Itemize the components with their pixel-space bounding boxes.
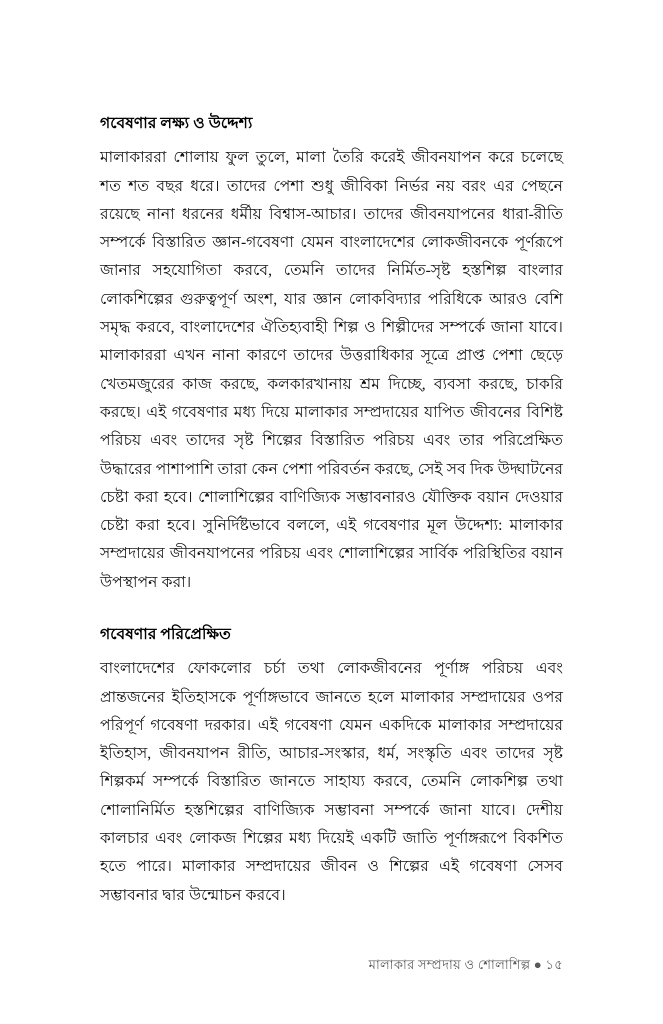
section-heading-research-context: গবেষণার পরিপ্রেক্ষিত [100, 626, 231, 643]
page-content [100, 112, 568, 910]
section-research-aims [100, 112, 568, 597]
section-body-research-context: বাংলাদেশের ফোকলোর চর্চা তথা লোকজীবনের পূর্ণাঙ্গ পরিচয় এবং প্রান্তজনের ইতিহাসকে পূর্ণাঙ্গভাবে জানতে হলে মালাকার সম্প্রদায়ের ওপর পরিপূর্ণ গবেষণা দরকার। এই গবেষণা যেমন একদিকে মালাকার সম্প্রদায়ের ইতিহাস, জীবনযাপন রীতি, আচার-সংস্কার, ধর্ম, সংস্কৃতি এবং তাদের সৃষ্ট শিল্পকর্ম সম্পর্কে বিস্তারিত জানতে সাহায্য করবে, তেমনি লোকশিল্প তথা শোলানির্মিত হস্তশিল্পের বাণিজ্যিক সম্ভাবনা সম্পর্কে জানা যাবে। দেশীয় কালচার এবং লোকজ শিল্পের মধ্য দিয়েই একটি জাতি পূর্ণাঙ্গরূপে বিকশিত হতে পারে। মালাকার সম্প্রদায়ের জীবন ও শিল্পের এই গবেষণা সেসব সম্ভাবনার দ্বার উন্মোচন করবে। [100, 660, 568, 904]
page-footer [100, 938, 563, 993]
footer-running-title-and-page-number: মালাকার সম্প্রদায় ও শোলাশিল্প ● ১৫ [368, 957, 563, 973]
section-heading-research-aims: গবেষণার লক্ষ্য ও উদ্দেশ্য [100, 115, 253, 132]
section-research-context [100, 623, 568, 910]
section-body-research-aims: মালাকাররা শোলায় ফুল তুলে, মালা তৈরি করেই জীবনযাপন করে চলেছে শত শত বছর ধরে। তাদের পেশা শুধু জীবিকা নির্ভর নয় বরং এর পেছনে রয়েছে নানা ধরনের ধর্মীয় বিশ্বাস-আচার। তাদের জীবনযাপনের ধারা-রীতি সম্পর্কে বিস্তারিত জ্ঞান-গবেষণা যেমন বাংলাদেশের লোকজীবনকে পূর্ণরূপে জানার সহযোগিতা করবে, তেমনি তাদের নির্মিত-সৃষ্ট হস্তশিল্প বাংলার লোকশিল্পের গুরুত্বপূর্ণ অংশ, যার জ্ঞান লোকবিদ্যার পরিধিকে আরও বেশি সমৃদ্ধ করবে, বাংলাদেশের ঐতিহ্যবাহী শিল্প ও শিল্পীদের সম্পর্কে জানা যাবে। মালাকাররা এখন নানা কারণে তাদের উত্তরাধিকার সূত্রে প্রাপ্ত পেশা ছেড়ে খেতমজুরের কাজ করছে, কলকারখানায় শ্রম দিচ্ছে, ব্যবসা করছে, চাকরি করছে। এই গবেষণার মধ্য দিয়ে মালাকার সম্প্রদায়ের যাপিত জীবনের বিশিষ্ট পরিচয় এবং তাদের সৃষ্ট শিল্পের বিস্তারিত পরিচয় এবং তার পরিপ্রেক্ষিত উদ্ধারের পাশাপাশি তারা কেন পেশা পরিবর্তন করছে, সেই সব দিক উদ্ঘাটনের চেষ্টা করা হবে। শোলাশিল্পের বাণিজ্যিক সম্ভাবনারও যৌক্তিক বয়ান দেওয়ার চেষ্টা করা হবে। সুনির্দিষ্টভাবে বললে, এই গবেষণার মূল উদ্দেশ্য: মালাকার সম্প্রদায়ের জীবনযাপনের পরিচয় এবং শোলাশিল্পের সার্বিক পরিস্থিতির বয়ান উপস্থাপন করা। [100, 149, 568, 591]
